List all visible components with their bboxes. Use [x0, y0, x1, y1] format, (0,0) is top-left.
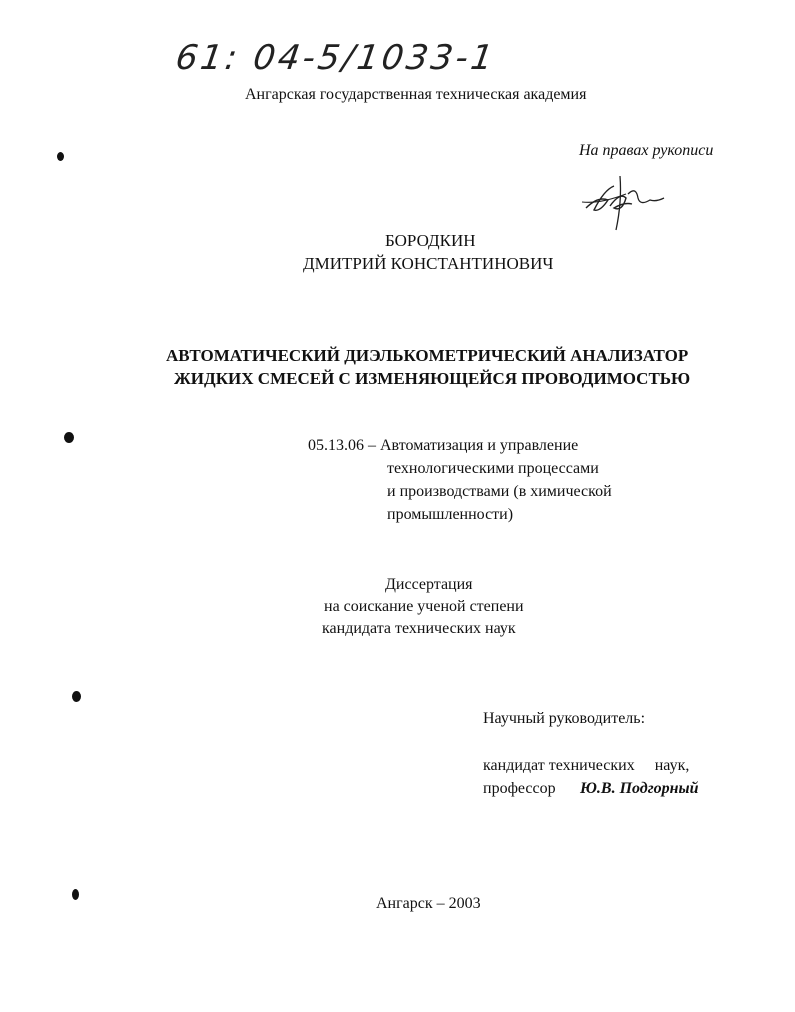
supervisor-rank: кандидат технических наук,: [483, 757, 690, 774]
rights-note: На правах рукописи: [579, 142, 714, 159]
supervisor-name: Ю.В. Подгорный: [580, 780, 699, 797]
scan-mark: [64, 432, 74, 443]
degree-line3: кандидата технических наук: [322, 620, 516, 637]
scan-mark: [72, 889, 79, 900]
signature-graphic: [580, 172, 666, 234]
specialty-line4: промышленности): [387, 506, 514, 523]
dissertation-title-line1: АВТОМАТИЧЕСКИЙ ДИЭЛЬКОМЕТРИЧЕСКИЙ АНАЛИЗАТОР: [166, 346, 689, 365]
scan-mark: [72, 691, 81, 702]
supervisor-label: Научный руководитель:: [483, 710, 646, 727]
author-given-names: ДМИТРИЙ КОНСТАНТИНОВИЧ: [303, 254, 554, 273]
author-surname: БОРОДКИН: [385, 231, 476, 250]
specialty-line3: и производствами (в химической: [387, 483, 612, 500]
archive-code: 61: 04-5/1033-1: [173, 38, 499, 78]
scan-mark: [57, 152, 64, 161]
dissertation-title-line2: ЖИДКИХ СМЕСЕЙ С ИЗМЕНЯЮЩЕЙСЯ ПРОВОДИМОСТЬЮ: [174, 369, 691, 388]
place-year: Ангарск – 2003: [376, 895, 481, 912]
specialty-line1: 05.13.06 – Автоматизация и управление: [308, 437, 579, 454]
degree-line1: Диссертация: [385, 576, 473, 593]
specialty-line2: технологическими процессами: [387, 460, 599, 477]
supervisor-position: профессор: [483, 780, 556, 797]
degree-line2: на соискание ученой степени: [324, 598, 524, 615]
institution-name: Ангарская государственная техническая академия: [245, 86, 587, 103]
